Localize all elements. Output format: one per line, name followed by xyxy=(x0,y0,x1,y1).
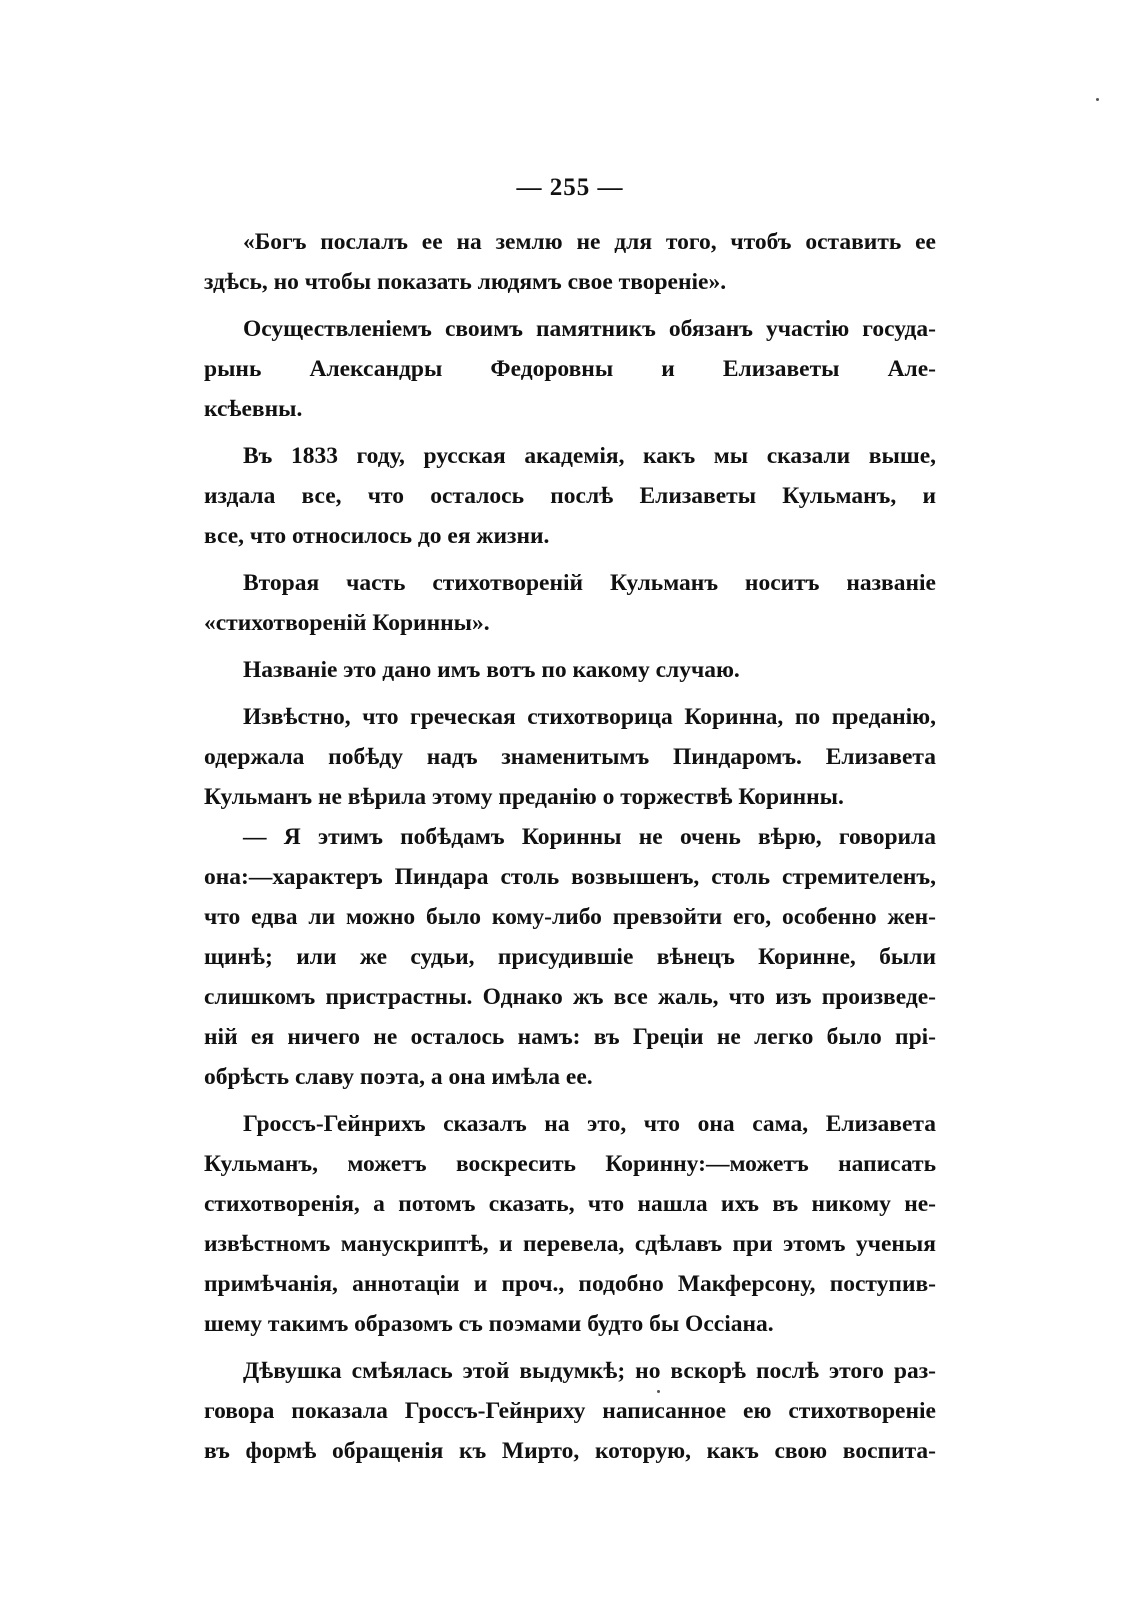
text-line: все, что относилось до ея жизни. xyxy=(204,523,550,549)
text-line: говора показала Гроссъ-Гейнриху написанное ею стихотвореніе xyxy=(204,1398,936,1424)
text-line: Названіе это дано имъ вотъ по какому случаю. xyxy=(243,657,740,683)
page-number: — 255 — xyxy=(516,174,624,201)
text-line: Гроссъ-Гейнрихъ сказалъ на это, что она сама, Елизавета xyxy=(243,1111,936,1137)
text-line: «Богъ послалъ ее на землю не для того, чтобъ оставить ее xyxy=(243,229,936,255)
text-line: Извѣстно, что греческая стихотворица Коринна, по преданію, xyxy=(243,704,936,730)
text-line: что едва ли можно было кому-либо превзойти его, особенно жен- xyxy=(204,904,936,930)
text-line: она:—характеръ Пиндара столь возвышенъ, столь стремителенъ, xyxy=(204,864,936,890)
text-line: одержала побѣду надъ знаменитымъ Пиндаромъ. Елизавета xyxy=(204,744,936,770)
text-line: здѣсь, но чтобы показать людямъ свое твореніе». xyxy=(204,269,727,295)
text-line: обрѣсть славу поэта, а она имѣла ее. xyxy=(204,1064,593,1090)
text-line: извѣстномъ манускриптѣ, и перевела, сдѣлавъ при этомъ ученыя xyxy=(204,1231,936,1257)
text-line: рынь Александры Федоровны и Елизаветы Але- xyxy=(204,356,936,382)
text-line: Кульманъ не вѣрила этому преданію о торжествѣ Коринны. xyxy=(204,784,844,810)
text-line: слишкомъ пристрастны. Однако жъ все жаль, что изъ произведе- xyxy=(204,984,936,1010)
text-line: Кульманъ, можетъ воскресить Коринну:—можетъ написать xyxy=(204,1151,936,1177)
text-line: въ формѣ обращенія къ Мирто, которую, какъ свою воспита- xyxy=(204,1438,936,1464)
scan-speck xyxy=(657,1390,660,1393)
text-line: стихотворенія, а потомъ сказать, что нашла ихъ въ никому не- xyxy=(204,1191,936,1217)
text-line: Дѣвушка смѣялась этой выдумкѣ; но вскорѣ послѣ этого раз- xyxy=(243,1358,936,1384)
text-line: Вторая часть стихотвореній Кульманъ носитъ названіе xyxy=(243,570,936,596)
text-line: — Я этимъ побѣдамъ Коринны не очень вѣрю, говорила xyxy=(243,824,936,850)
text-line: шему такимъ образомъ съ поэмами будто бы Оссіана. xyxy=(204,1311,774,1337)
text-line: издала все, что осталось послѣ Елизаветы Кульманъ, и xyxy=(204,483,936,509)
text-line: «стихотвореній Коринны». xyxy=(204,610,490,636)
text-line: Въ 1833 году, русская академія, какъ мы сказали выше, xyxy=(243,443,936,469)
body-text xyxy=(204,222,936,1471)
text-line: Осуществленіемъ своимъ памятникъ обязанъ участію госуда- xyxy=(243,316,936,342)
text-line: щинѣ; или же судьи, присудившіе вѣнецъ Коринне, были xyxy=(204,944,936,970)
text-line: ній ея ничего не осталось намъ: въ Греціи не легко было прі- xyxy=(204,1024,936,1050)
text-line: ксѣевны. xyxy=(204,396,303,422)
text-line: примѣчанія, аннотаціи и проч., подобно Макферсону, поступив- xyxy=(204,1271,936,1297)
scan-speck xyxy=(1096,98,1099,101)
